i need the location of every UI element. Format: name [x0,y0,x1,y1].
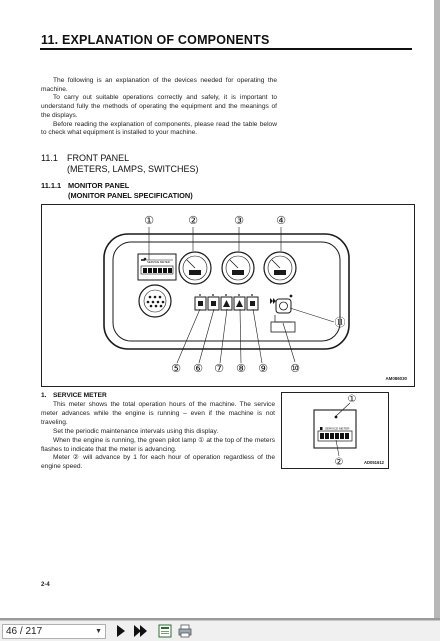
subsection-number: 11.1 [41,153,58,163]
title-rule [40,48,412,50]
callout-7: ⑦ [214,362,224,375]
section-title: 11. EXPLANATION OF COMPONENTS [41,33,270,47]
subsection-subtitle: (METERS, LAMPS, SWITCHES) [67,164,199,174]
intro-text [41,77,277,138]
small-figure-code: AD051612 [363,460,384,465]
small-meter-label: SERVICE METER [325,426,350,431]
callout-2: ② [188,214,198,227]
monitor-panel-figure [41,204,415,387]
save-icon[interactable] [158,624,172,638]
callout-4: ④ [276,214,286,227]
subsubsection-title: MONITOR PANEL [68,181,130,190]
meter-paragraph: Meter ② will advance by 1 for each hour of operation regardless of the engine speed. [41,454,275,471]
intro-paragraph: Before reading the explanation of components, please read the table below to check what equipment is installed to your machine. [41,120,277,137]
subsection-title: FRONT PANEL [67,153,130,163]
callout-8: ⑧ [236,362,246,375]
small-callout-2: ② [334,457,344,468]
item-number: 1. [41,392,47,399]
service-meter-text [41,401,275,472]
viewer-toolbar [0,620,440,641]
callout-5: ⑤ [171,362,181,375]
meter-paragraph: This meter shows the total operation hours of the machine. The service meter advances while the engine is running – even if the machine is not traveling. [41,401,275,426]
callout-1: ① [144,214,154,227]
next-page-icon[interactable] [114,624,128,638]
small-callout-1: ① [347,394,357,405]
service-meter-figure [281,392,389,469]
panel-meter-label: SERVICE METER [147,260,170,264]
print-icon[interactable] [178,624,192,638]
meter-paragraph: Set the periodic maintenance intervals using this display. [53,427,219,435]
dropdown-icon[interactable]: ▼ [95,627,102,635]
service-meter-drawing [282,393,388,468]
page-indicator: 46 / 217 [6,625,43,637]
intro-paragraph: To carry out suitable operations correctly and safely, it is important to understand fully the methods of operating the equipment and the meanings of the displays. [41,94,277,119]
figure-code: AM086030 [385,376,407,381]
callout-6: ⑥ [193,362,203,375]
subsubsection-subtitle: (MONITOR PANEL SPECIFICATION) [68,190,193,200]
page-number: 2-4 [41,582,50,588]
callout-11: ⑪ [334,316,346,329]
callout-10: ⑩ [290,362,300,375]
meter-paragraph: When the engine is running, the green pilot lamp ① at the top of the meters flashes to indicate that the meter is advancing. [41,436,275,453]
intro-paragraph: The following is an explanation of the devices needed for operating the machine. [41,77,277,93]
monitor-panel-drawing [42,205,414,386]
callout-3: ③ [234,214,244,227]
subsection-heading [41,153,199,175]
subsubsection-number: 11.1.1 [41,181,62,190]
item-title: SERVICE METER [53,392,107,399]
subsubsection-heading [41,181,193,200]
page-selector[interactable] [2,624,106,639]
last-page-icon[interactable] [134,624,148,638]
service-meter-heading [41,392,107,399]
callout-9: ⑨ [258,362,268,375]
